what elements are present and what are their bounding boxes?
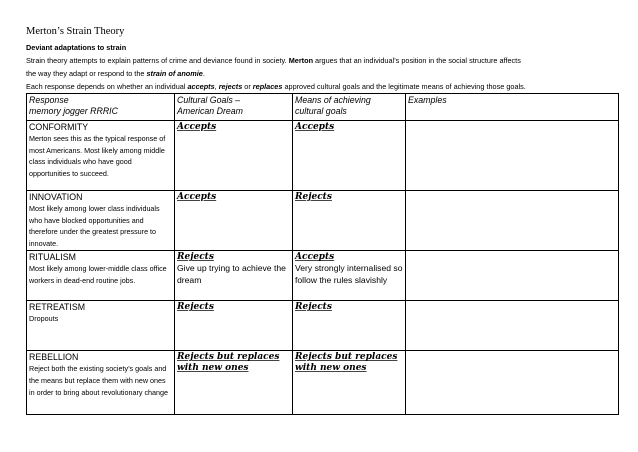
means-cell	[293, 121, 406, 191]
header-goals	[175, 94, 293, 121]
intro-emphasis: replaces	[252, 82, 283, 91]
example-cell[interactable]	[406, 301, 619, 351]
response-description: Most likely among lower-middle class office workers in dead-end routine jobs.	[29, 264, 167, 285]
response-name: RITUALISM	[29, 252, 76, 263]
table-row	[27, 301, 619, 351]
intro-emphasis: strain of anomie	[146, 69, 203, 78]
response-name: INNOVATION	[29, 192, 83, 202]
means-verdict: Rejects	[295, 302, 332, 313]
intro-text: .	[202, 69, 205, 78]
document-subtitle: Deviant adaptations to strain	[26, 43, 127, 52]
intro-text: approved cultural goals and the legitimate means of achieving those goals.	[282, 82, 526, 91]
intro-text: ,	[214, 82, 219, 91]
response-cell	[27, 191, 175, 251]
response-cell	[27, 121, 175, 191]
header-goals-title: Cultural Goals –	[177, 95, 241, 105]
example-cell[interactable]	[406, 121, 619, 191]
goals-verdict: Rejects but replaces with new ones	[177, 352, 280, 374]
goals-note: Give up trying to achieve the dream	[177, 263, 286, 285]
header-means	[293, 94, 406, 121]
goals-cell	[175, 351, 293, 415]
goals-cell	[175, 191, 293, 251]
intro-text: the way they adapt or respond to the	[26, 69, 147, 78]
means-cell	[293, 351, 406, 415]
response-cell	[27, 351, 175, 415]
response-name: CONFORMITY	[29, 122, 89, 132]
goals-verdict: Rejects	[177, 252, 214, 263]
goals-verdict: Rejects	[177, 302, 214, 313]
intro-text: Strain theory attempts to explain patterns of crime and deviance found in society.	[26, 56, 289, 65]
means-cell	[293, 251, 406, 301]
table-row	[27, 351, 619, 415]
example-cell[interactable]	[406, 351, 619, 415]
response-description: Reject both the existing society’s goals and the means but replace them with new ones in order to bring about revolutionary change	[29, 364, 169, 397]
intro-emphasis: rejects	[218, 82, 243, 91]
response-name: REBELLION	[29, 352, 79, 363]
goals-cell	[175, 121, 293, 191]
header-examples: Examples	[406, 94, 619, 121]
means-verdict: Accepts	[295, 252, 335, 263]
intro-emphasis: Merton	[288, 56, 314, 65]
intro-text: argues that an individual’s position in the social structure affects	[313, 56, 521, 65]
table-header-row	[27, 94, 619, 121]
document-page	[26, 25, 616, 415]
header-means-title: Means of achieving	[295, 95, 371, 105]
means-verdict: Accepts	[295, 122, 335, 132]
header-response	[27, 94, 175, 121]
intro-text: or	[242, 82, 253, 91]
response-cell	[27, 251, 175, 301]
response-name: RETREATISM	[29, 302, 86, 313]
table-row	[27, 121, 619, 191]
example-cell[interactable]	[406, 251, 619, 301]
means-verdict: Rejects	[295, 192, 332, 202]
header-means-subtitle: cultural goals	[295, 106, 347, 116]
goals-cell	[175, 301, 293, 351]
goals-cell	[175, 251, 293, 301]
goals-verdict: Accepts	[177, 122, 217, 132]
means-cell	[293, 191, 406, 251]
means-note: Very strongly internalised so follow the rules slavishly	[295, 263, 403, 285]
document-title: Merton’s Strain Theory	[26, 26, 125, 37]
response-description: Dropouts	[29, 314, 59, 324]
means-verdict: Rejects but replaces with new ones	[295, 352, 398, 374]
response-description: Most likely among lower class individuals who have blocked opportunities and therefore under the greatest pressure to innovate.	[29, 204, 160, 248]
intro-text: Each response depends on whether an individual	[26, 82, 188, 91]
table-row	[27, 251, 619, 301]
header-goals-subtitle: American Dream	[177, 106, 243, 116]
example-cell[interactable]	[406, 191, 619, 251]
response-description: Merton sees this as the typical response of most Americans. Most likely among middle class individuals who have good opportunities to succeed.	[29, 134, 166, 178]
goals-verdict: Accepts	[177, 192, 217, 202]
table-row	[27, 191, 619, 251]
header-response-title: Response	[29, 95, 69, 105]
header-response-subtitle: memory jogger RRRIC	[29, 106, 118, 116]
strain-table	[26, 93, 619, 415]
intro-paragraph	[26, 54, 616, 93]
response-cell	[27, 301, 175, 351]
intro-emphasis: accepts	[187, 82, 215, 91]
means-cell	[293, 301, 406, 351]
